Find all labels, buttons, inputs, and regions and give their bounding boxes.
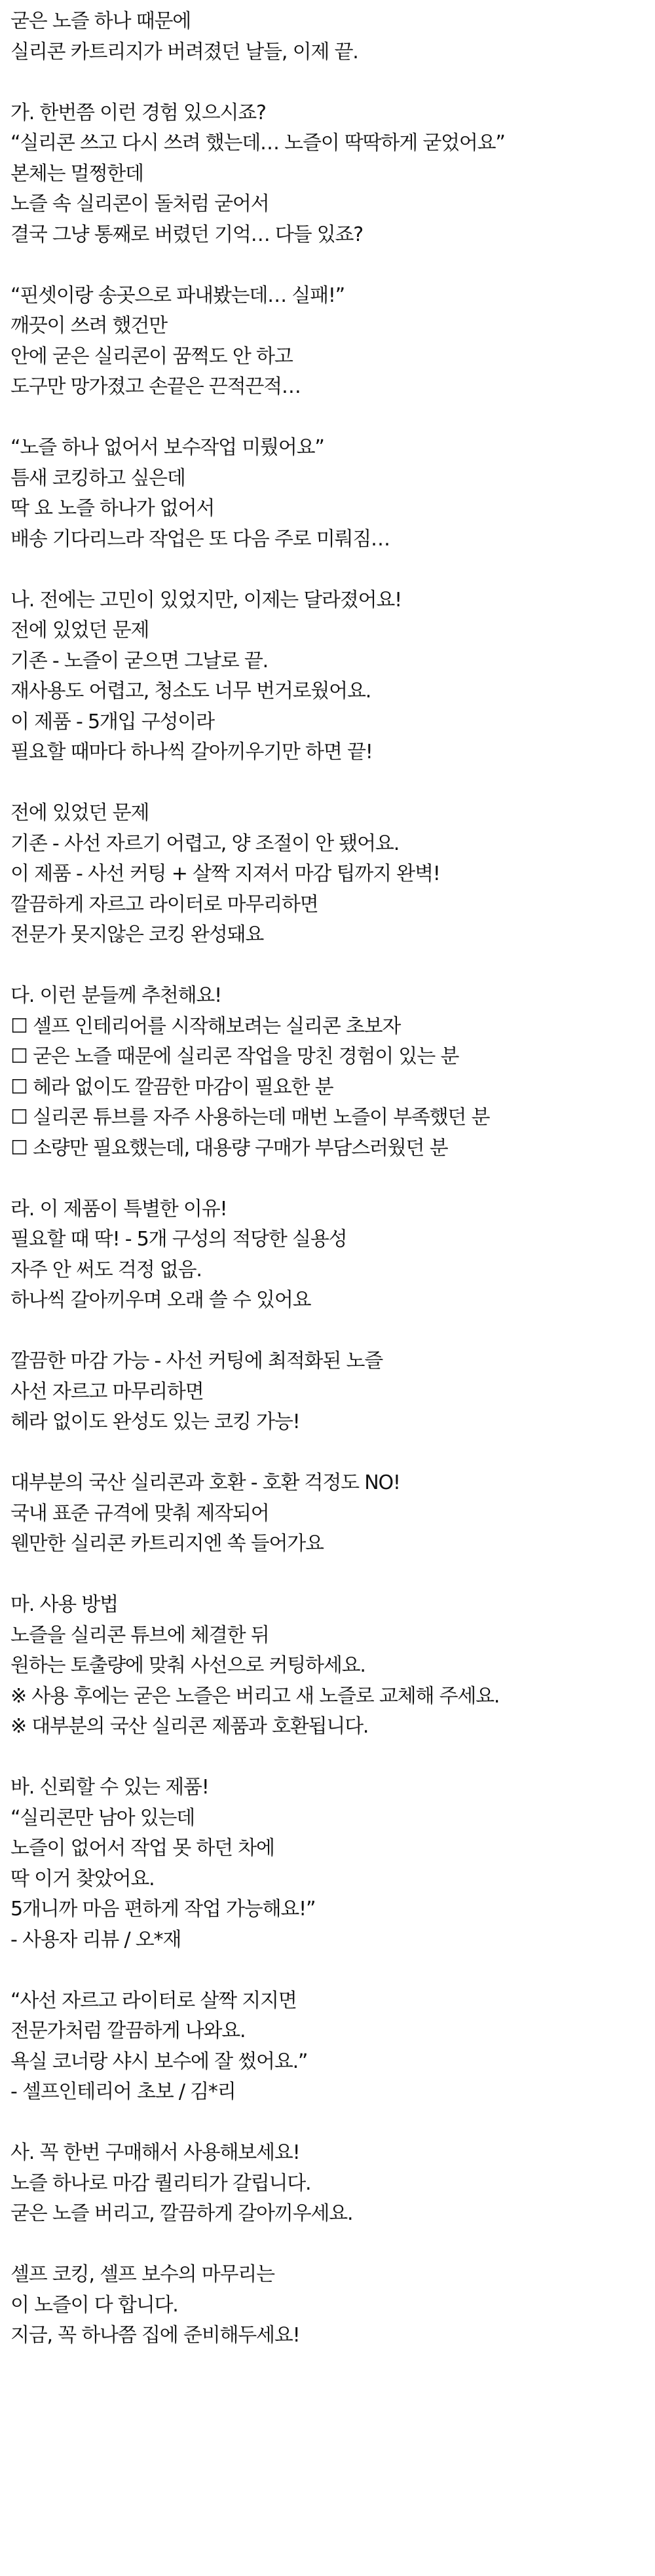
- text-line: 자주 안 써도 걱정 없음.: [10, 1258, 202, 1281]
- text-line: 사. 꼭 한번 구매해서 사용해보세요!: [10, 2141, 300, 2164]
- text-line: 다. 이런 분들께 추천해요!: [10, 984, 221, 1007]
- product-description: [10, 7, 646, 2351]
- text-line: 굳은 노즐 버리고, 깔끔하게 갈아끼우세요.: [10, 2202, 353, 2225]
- text-line: 전문가처럼 깔끔하게 나와요.: [10, 2019, 246, 2042]
- text-line: 노즐 하나로 마감 퀄리티가 갈립니다.: [10, 2171, 311, 2195]
- paragraph: [10, 1986, 646, 2108]
- text-line: “실리콘 쓰고 다시 쓰려 했는데… 노즐이 딱딱하게 굳었어요”: [10, 132, 505, 155]
- text-line: 노즐이 없어서 작업 못 하던 차에: [10, 1837, 274, 1860]
- text-line: “노즐 하나 없어서 보수작업 미뤘어요”: [10, 436, 324, 459]
- text-line: - 사용자 리뷰 / 오*재: [10, 1928, 181, 1951]
- text-line: 필요할 때마다 하나씩 갈아끼우기만 하면 끝!: [10, 741, 373, 764]
- paragraph: [10, 1194, 646, 1316]
- text-line: 헤라 없이도 완성도 있는 코킹 가능!: [10, 1410, 300, 1433]
- text-line: 이 제품 - 5개입 구성이라: [10, 710, 214, 733]
- paragraph: [10, 1590, 646, 1742]
- text-line: “사선 자르고 라이터로 살짝 지지면: [10, 1989, 297, 2012]
- paragraph: [10, 98, 646, 251]
- text-line: 바. 신뢰할 수 있는 제품!: [10, 1776, 209, 1799]
- text-line: 웬만한 실리콘 카트리지엔 쏙 들어가요: [10, 1532, 324, 1555]
- text-line: 재사용도 어렵고, 청소도 너무 번거로웠어요.: [10, 680, 371, 703]
- text-line: 틈새 코킹하고 싶은데: [10, 466, 185, 490]
- paragraph: [10, 585, 646, 768]
- text-line: 하나씩 갈아끼우며 오래 쓸 수 있어요: [10, 1289, 311, 1312]
- text-line: 욕실 코너랑 샤시 보수에 잘 썼어요.”: [10, 2050, 308, 2073]
- text-line: 딱 요 노즐 하나가 없어서: [10, 497, 215, 520]
- text-line: 안에 굳은 실리콘이 꿈쩍도 안 하고: [10, 344, 293, 368]
- paragraph: [10, 981, 646, 1164]
- text-line: 기존 - 사선 자르기 어렵고, 양 조절이 안 됐어요.: [10, 832, 400, 855]
- text-line: ☐ 소량만 필요했는데, 대용량 구매가 부담스러웠던 분: [10, 1136, 448, 1160]
- text-line: 본체는 멀쩡한데: [10, 162, 143, 185]
- text-line: 깔끔한 마감 가능 - 사선 커팅에 최적화된 노즐: [10, 1350, 383, 1372]
- text-line: 전문가 못지않은 코킹 완성돼요: [10, 923, 264, 946]
- text-line: 실리콘 카트리지가 버려졌던 날들, 이제 끝.: [10, 40, 358, 64]
- text-line: ☐ 실리콘 튜브를 자주 사용하는데 매번 노즐이 부족했던 분: [10, 1106, 490, 1129]
- text-line: 가. 한번쯤 이런 경험 있으시죠?: [10, 101, 266, 124]
- text-line: 5개니까 마음 편하게 작업 가능해요!”: [10, 1898, 316, 1921]
- text-line: 국내 표준 규격에 맞춰 제작되어: [10, 1501, 269, 1525]
- text-line: 라. 이 제품이 특별한 이유!: [10, 1197, 227, 1221]
- text-line: 셀프 코킹, 셀프 보수의 마무리는: [10, 2263, 274, 2286]
- text-line: 마. 사용 방법: [10, 1593, 118, 1616]
- paragraph: [10, 7, 646, 67]
- paragraph: [10, 1468, 646, 1560]
- text-line: 도구만 망가졌고 손끝은 끈적끈적…: [10, 375, 301, 398]
- text-line: 사선 자르고 마무리하면: [10, 1380, 204, 1403]
- text-line: 원하는 토출량에 맞춰 사선으로 커팅하세요.: [10, 1654, 365, 1677]
- text-line: 지금, 꼭 하나쯤 집에 준비해두세요!: [10, 2324, 300, 2347]
- text-line: - 셀프인테리어 초보 / 김*리: [10, 2080, 236, 2103]
- paragraph: [10, 1773, 646, 1955]
- text-line: ※ 사용 후에는 굳은 노즐은 버리고 새 노즐로 교체해 주세요.: [10, 1684, 500, 1708]
- text-line: 전에 있었던 문제: [10, 801, 149, 824]
- text-line: “실리콘만 남아 있는데: [10, 1806, 195, 1830]
- paragraph: [10, 798, 646, 951]
- text-line: ※ 대부분의 국산 실리콘 제품과 호환됩니다.: [10, 1715, 369, 1738]
- paragraph: [10, 1346, 646, 1438]
- text-line: 깔끔하게 자르고 라이터로 마무리하면: [10, 892, 318, 916]
- text-line: ☐ 셀프 인테리어를 시작해보려는 실리콘 초보자: [10, 1014, 401, 1038]
- text-line: 대부분의 국산 실리콘과 호환 - 호환 걱정도 NO!: [10, 1471, 400, 1494]
- text-line: 노즐 속 실리콘이 돌처럼 굳어서: [10, 193, 269, 215]
- text-line: 이 노즐이 다 합니다.: [10, 2293, 178, 2317]
- text-line: 기존 - 노즐이 굳으면 그날로 끝.: [10, 649, 269, 672]
- text-line: “핀셋이랑 송곳으로 파내봤는데… 실패!”: [10, 284, 345, 307]
- text-line: 결국 그냥 통째로 버렸던 기억… 다들 있죠?: [10, 223, 364, 246]
- text-line: 이 제품 - 사선 커팅 + 살짝 지져서 마감 팁까지 완벽!: [10, 862, 440, 885]
- text-line: 딱 이거 찾았어요.: [10, 1867, 155, 1890]
- text-line: ☐ 헤라 없이도 깔끔한 마감이 필요한 분: [10, 1075, 333, 1099]
- paragraph: [10, 281, 646, 403]
- text-line: 나. 전에는 고민이 있었지만, 이제는 달라졌어요!: [10, 588, 402, 612]
- text-line: 필요할 때 딱! - 5개 구성의 적당한 실용성: [10, 1228, 347, 1251]
- paragraph: [10, 2138, 646, 2230]
- paragraph: [10, 433, 646, 555]
- paragraph: [10, 2260, 646, 2351]
- text-line: 배송 기다리느라 작업은 또 다음 주로 미뤄짐…: [10, 527, 390, 551]
- text-line: 깨끗이 쓰려 했건만: [10, 314, 167, 337]
- text-line: 노즐을 실리콘 튜브에 체결한 뒤: [10, 1623, 269, 1647]
- text-line: 굳은 노즐 하나 때문에: [10, 10, 191, 33]
- text-line: ☐ 굳은 노즐 때문에 실리콘 작업을 망친 경험이 있는 분: [10, 1045, 459, 1068]
- text-line: 전에 있었던 문제: [10, 619, 149, 642]
